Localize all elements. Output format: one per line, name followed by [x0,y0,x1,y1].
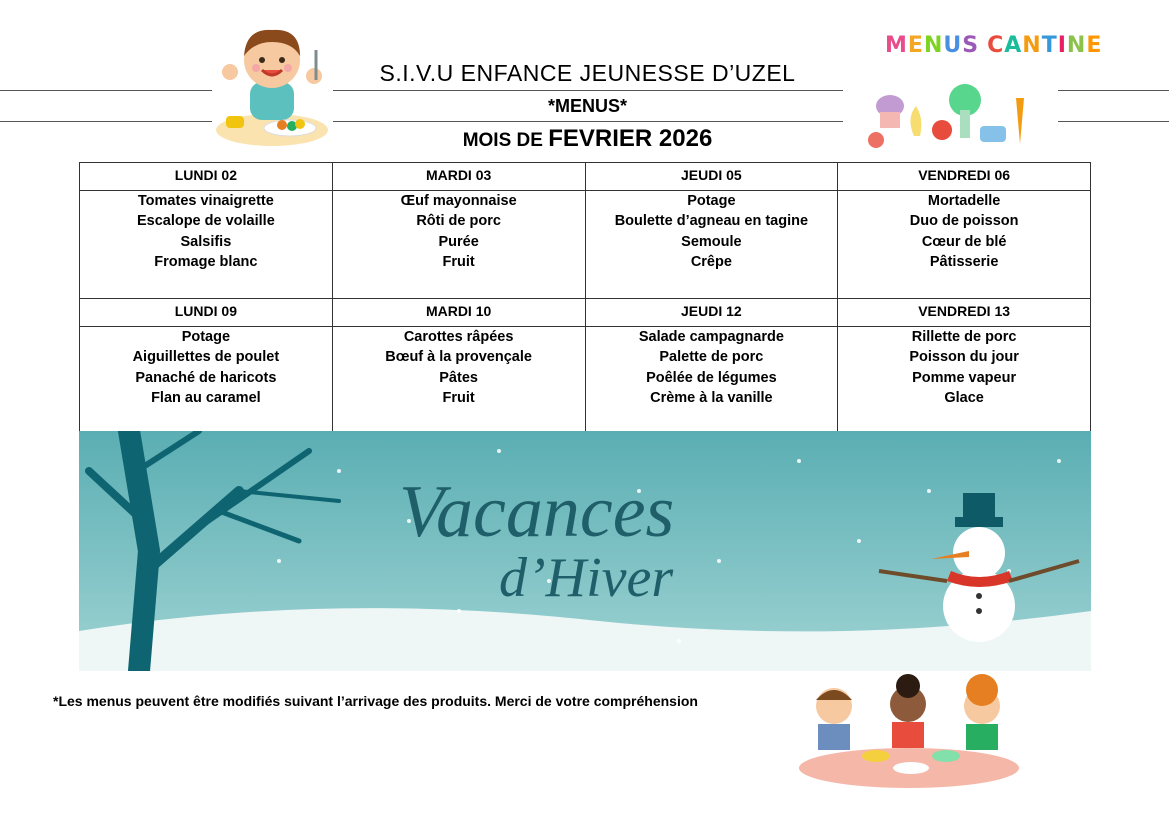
logo-letter: T [1041,33,1058,58]
menu-item: Salade campagnarde [638,329,784,345]
menu-item: Pomme vapeur [912,369,1017,386]
organization-title: S.I.V.U ENFANCE JEUNESSE D’UZEL [379,60,796,86]
logo-letter: N [1022,33,1042,58]
menu-item: Fruit [442,253,475,270]
week-menu-row [80,191,1091,299]
menu-table [79,162,1091,435]
logo-letter: N [923,33,944,58]
day-label: LUNDI 09 [80,299,333,327]
day-menu [838,191,1091,299]
logo-letter: E [1086,33,1103,58]
banner-line1: Vacances [399,471,675,553]
logo-letter: N [1066,33,1087,58]
logo-letter: M [885,33,908,58]
menu-item: Poisson du jour [909,349,1019,366]
menu-item: Semoule [681,233,742,250]
menu-item: Rôti de porc [416,213,501,230]
header-rule-left-top [0,90,212,91]
winter-holidays-banner [79,431,1091,671]
month-prefix: MOIS DE [462,130,543,151]
header-rule-right-bottom [1058,121,1169,122]
day-menu [80,327,333,435]
logo-letter: I [1057,33,1067,58]
day-menu [332,327,585,435]
menu-item: Tomates vinaigrette [137,193,274,209]
header-rule-center-top [333,90,843,91]
month-value: FEVRIER 2026 [548,125,713,152]
day-label: LUNDI 02 [80,163,333,191]
menu-item: Aiguillettes de poulet [132,349,280,366]
week-header-row [80,299,1091,327]
day-menu [80,191,333,299]
month-title [335,125,840,153]
menu-item: Salsifis [180,233,232,250]
menu-item: Crème à la vanille [650,389,773,406]
footer-note: *Les menus peuvent être modifiés suivant l’arrivage des produits. Merci de votre compréhension [53,693,698,709]
header-rule-center-bottom [333,121,843,122]
menu-item: Glace [944,389,984,406]
menus-subtitle: *MENUS* [547,96,627,116]
day-label: VENDREDI 06 [838,163,1091,191]
menu-item: Rillette de porc [911,329,1017,345]
logo-letter: C [987,33,1005,58]
day-label: JEUDI 05 [585,163,838,191]
logo-letter: U [943,33,963,58]
menu-item: Panaché de haricots [135,369,277,386]
child-eating-illustration [212,20,332,148]
day-menu [585,191,838,299]
menu-item: Carottes râpées [403,329,514,345]
menu-item: Bœuf à la provençale [385,349,532,366]
menu-item: Poêlée de légumes [646,369,777,386]
logo-letter: E [907,33,924,58]
header-rule-left-bottom [0,121,212,122]
menu-item: Œuf mayonnaise [400,193,517,209]
fruit-vegetables-illustration [862,78,1032,152]
day-menu [332,191,585,299]
day-menu [585,327,838,435]
day-label: VENDREDI 13 [838,299,1091,327]
day-label: JEUDI 12 [585,299,838,327]
menu-item: Duo de poisson [909,213,1019,230]
logo-letter: S [962,33,980,58]
children-eating-illustration [796,672,1022,792]
menus-cantine-logo [885,33,1102,58]
menu-item: Boulette d’agneau en tagine [614,213,809,230]
menu-item: Potage [181,329,231,345]
logo-letter: A [1004,33,1023,58]
menu-item: Flan au caramel [151,389,261,406]
menu-item: Fromage blanc [154,253,258,270]
day-label: MARDI 03 [332,163,585,191]
menu-item: Palette de porc [659,349,764,366]
day-menu [838,327,1091,435]
menu-item: Escalope de volaille [136,213,275,230]
menu-item: Purée [438,233,479,250]
header-rule-right-top [1058,90,1169,91]
menu-item: Mortadelle [927,193,1001,209]
menu-item: Potage [687,193,736,209]
day-label: MARDI 10 [332,299,585,327]
menu-item: Fruit [442,389,475,406]
banner-line2: d’Hiver [499,547,674,609]
week-header-row [80,163,1091,191]
menu-item: Pâtisserie [929,253,999,270]
menu-item: Pâtes [439,369,478,386]
menu-item: Cœur de blé [921,233,1007,250]
menu-item: Crêpe [690,253,732,270]
week-menu-row [80,327,1091,435]
